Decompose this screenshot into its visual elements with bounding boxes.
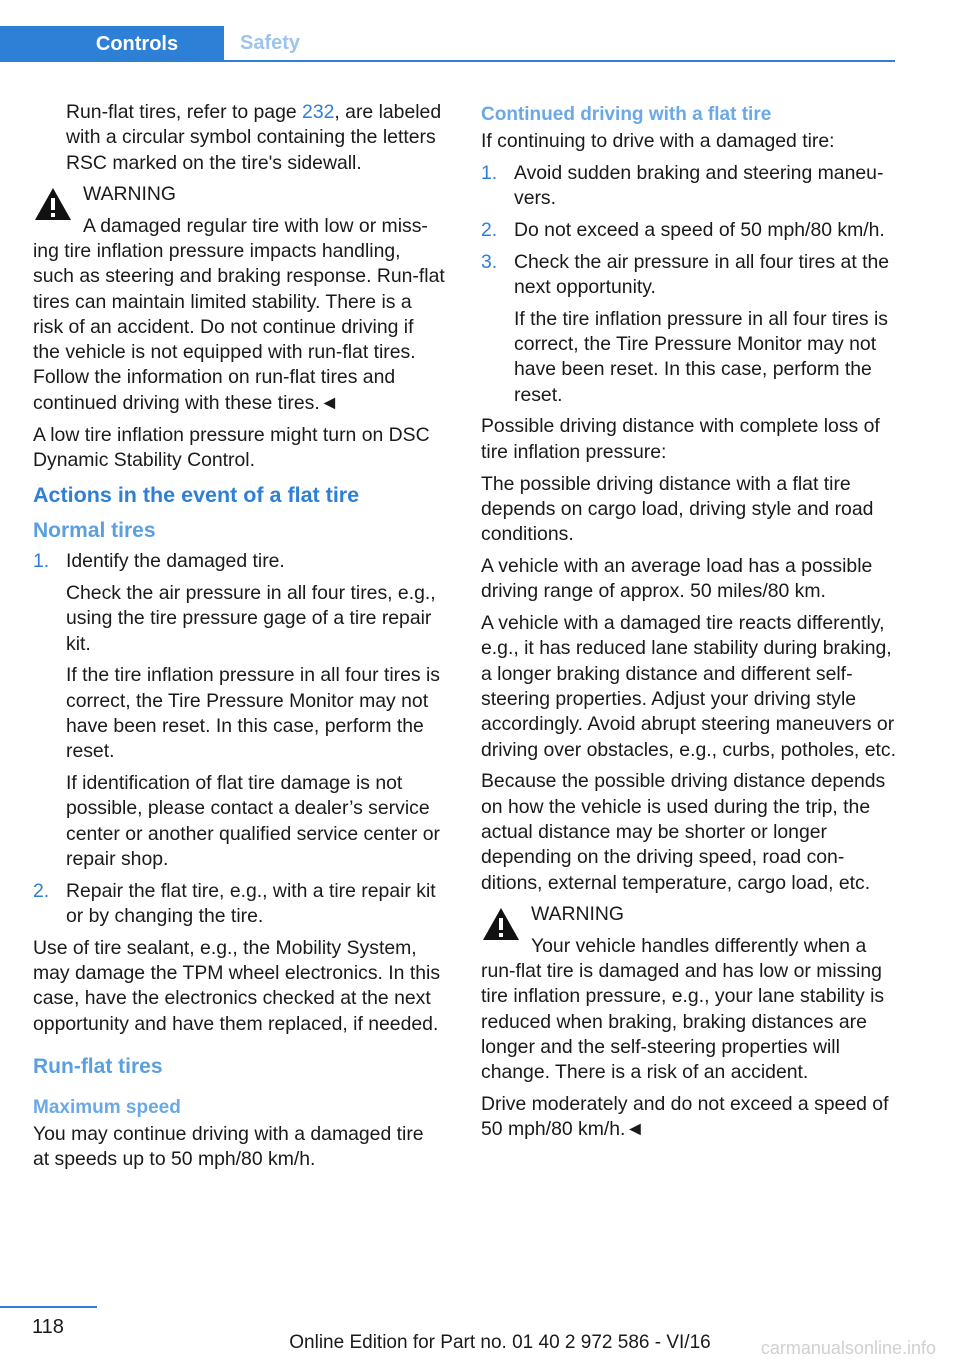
warning-text: Your vehicle handles differently when a run-flat tire is damaged and has low or missing tire inflation pressure, e.g., your lane stability is reduced when braking, braking distances are longer and the self-steering properties will change. There is a risk of an accident. bbox=[481, 934, 885, 1084]
page-header bbox=[0, 26, 895, 62]
heading-maximum-speed: Maximum speed bbox=[33, 1097, 181, 1118]
warning-text: A damaged regular tire with low or missing tire inflation pressure impacts handling, such as steering and braking response. Run-flat tires can maintain limited stability. There is a risk of an accident. Do not continue driving if the vehicle is not equipped with run-flat tires. Follow the information on run-flat tires and continued driving with these tires.◄ bbox=[33, 214, 445, 414]
footer-rule bbox=[0, 1306, 97, 1308]
distance-average: A vehicle with an average load has a possible driving range of approx. 50 miles/80 km. bbox=[481, 554, 873, 603]
list-item: 3. Check the air pressure in all four tires at the next opportunity. If the tire inflation pressure in all four tires is correct, the Tire Pressure Monitor may not have been reset. In this case, perform the reset. bbox=[481, 250, 890, 406]
section-title-flat-tire: Actions in the event of a flat tire bbox=[33, 483, 360, 508]
distance-depends: The possible driving distance with a flat tire depends on cargo load, driving style and road conditions. bbox=[481, 472, 874, 546]
left-column bbox=[33, 100, 445, 1179]
continued-intro: If continuing to drive with a damaged tire: bbox=[481, 130, 835, 152]
right-column bbox=[481, 100, 897, 1149]
edition-info: Online Edition for Part no. 01 40 2 972 586 - VI/16 bbox=[289, 1332, 711, 1353]
handling-note: A vehicle with a damaged tire reacts differently, e.g., it has reduced lane stability during braking, a longer braking distance and different self-steering properties. Adjust your driving style accordingly. Avoid abrupt steering maneuvers or driving over obstacles, e.g., curbs, potholes, etc. bbox=[481, 612, 896, 761]
subsection-title-runflat: Run-flat tires bbox=[33, 1055, 163, 1078]
header-rule bbox=[0, 60, 895, 62]
watermark: carmanualsonline.info bbox=[760, 1338, 936, 1358]
page-link[interactable]: 232 bbox=[302, 101, 335, 123]
warning-title: WARNING bbox=[531, 903, 624, 926]
list-item: 2. Do not exceed a speed of 50 mph/80 km/h. bbox=[481, 218, 885, 241]
distance-heading: Possible driving distance with complete loss of tire inflation pressure: bbox=[481, 415, 880, 463]
list-item: 2. Repair the flat tire, e.g., with a tire repair kit or by changing the tire. bbox=[33, 879, 436, 928]
sealant-note: Use of tire sealant, e.g., the Mobility System, may damage the TPM wheel electronics. In this case, have the electronics checked at the next opportunity and have them replaced, if needed. bbox=[33, 936, 441, 1035]
dsc-note: A low tire inflation pressure might turn on DSC Dynamic Stability Control. bbox=[33, 423, 430, 471]
warning-text-2: Drive moderately and do not exceed a speed of 50 mph/80 km/h.◄ bbox=[481, 1092, 889, 1141]
warning-title: WARNING bbox=[83, 183, 176, 206]
distance-varies: Because the possible driving distance depends on how the vehicle is used during the trip, the actual distance may be shorter or longer depending on the driving speed, road conditions, external temperature, cargo load, etc. bbox=[481, 770, 886, 894]
warning-triangle-icon bbox=[33, 186, 73, 222]
normal-tires-steps bbox=[33, 549, 445, 929]
warning-triangle-icon bbox=[481, 906, 521, 942]
max-speed-text: You may continue driving with a damaged tire at speeds up to 50 mph/80 km/h. bbox=[33, 1123, 424, 1171]
warning-block-1 bbox=[33, 182, 445, 416]
runflat-intro: Run-flat tires, refer to page 232, are labeled with a circular symbol containing the letters RSC marked on the tire's sidewall. bbox=[66, 101, 442, 174]
list-item: 1. Identify the damaged tire. Check the air pressure in all four tires, e.g., using the tire pressure gage of a tire repair kit. If the tire inflation pressure in all four tires is correct, the Tire Pressure Monitor may not have been reset. In this case, perform the reset. If identification of flat tire damage is not possible, please contact a dealer’s service center or another qualified service center or repair shop. bbox=[33, 550, 441, 870]
page-number: 118 bbox=[32, 1316, 64, 1338]
tab-controls[interactable]: Controls bbox=[0, 26, 224, 62]
list-item: 1. Avoid sudden braking and steering maneuvers. bbox=[481, 161, 884, 210]
warning-block-2 bbox=[481, 902, 897, 1142]
heading-continued-driving: Continued driving with a flat tire bbox=[481, 104, 772, 125]
tab-safety[interactable]: Safety bbox=[240, 31, 301, 54]
continued-steps bbox=[481, 161, 897, 408]
subsection-title-normal-tires: Normal tires bbox=[33, 519, 156, 543]
